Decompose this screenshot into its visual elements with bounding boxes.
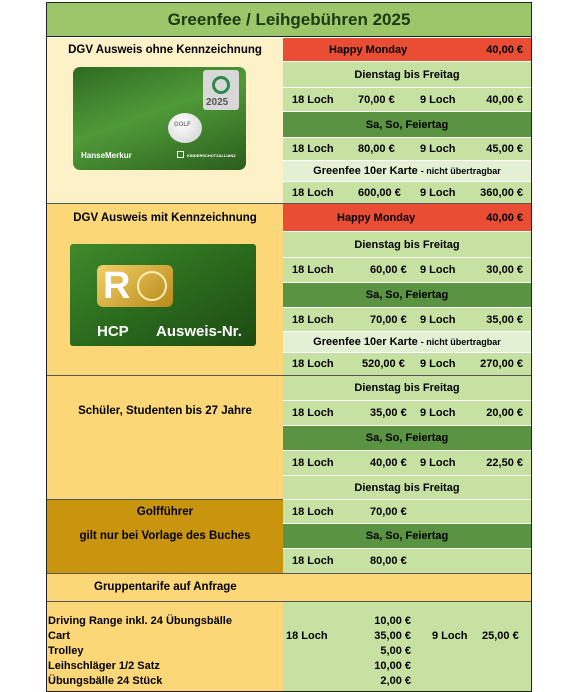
s2-10-h9: 9 Loch <box>420 358 456 370</box>
s2-wknd-18-price: 70,00 € <box>370 313 407 326</box>
s1-wknd-9-price: 45,00 € <box>486 143 523 155</box>
hansemerkur-logo: HanseMerkur <box>81 151 132 160</box>
s3-wknd-9-price: 22,50 € <box>486 457 523 469</box>
s2-week-18-price: 60,00 € <box>370 264 407 276</box>
s2-wknd-h18: 18 Loch <box>292 313 334 326</box>
s2-weekend-label: Sa, So, Feiertag <box>365 289 449 301</box>
s3-weekend-prices <box>283 451 531 476</box>
s3-week-h9: 9 Loch <box>420 407 456 419</box>
extra-driving-range: Driving Range inkl. 24 Übungsbälle <box>48 615 232 627</box>
s3-weekdays-label: Dienstag bis Freitag <box>354 382 460 394</box>
extra-trolley: Trolley <box>48 645 84 657</box>
s1-week-9-price: 40,00 € <box>486 93 523 106</box>
groups-banner <box>47 574 531 602</box>
s4-weekdays-prices <box>283 500 531 524</box>
card-year: 2025 <box>206 97 229 108</box>
s2-card10-prices <box>283 353 531 376</box>
s3-weekdays-prices <box>283 401 531 426</box>
extra-trolley-price: 5,00 € <box>380 645 411 657</box>
s1-week-h9: 9 Loch <box>420 93 456 106</box>
s1-week-18-price: 70,00 € <box>358 93 395 106</box>
s1-weekdays-prices <box>283 88 531 112</box>
r-letter: R <box>103 265 131 307</box>
s3-week-18-price: 35,00 € <box>370 407 407 419</box>
extra-leihschlaeger-price: 10,00 € <box>374 660 411 672</box>
s2-10-h18: 18 Loch <box>292 358 334 370</box>
swirl-icon <box>137 271 167 301</box>
extra-driving-range-price: 10,00 € <box>374 615 411 627</box>
s4-weekdays-label: Dienstag bis Freitag <box>354 481 460 494</box>
s2-weekend-prices <box>283 308 531 332</box>
s1-weekdays-header <box>283 62 531 88</box>
section-no-mark-label: DGV Ausweis ohne Kennzeichnung <box>68 44 262 56</box>
s3-weekend-label: Sa, So, Feiertag <box>365 432 449 444</box>
s4-week-18-price: 70,00 € <box>370 505 407 518</box>
s2-card10-header <box>283 332 531 353</box>
s1-card10-header <box>283 161 531 182</box>
s2-week-h9: 9 Loch <box>420 264 456 276</box>
s3-week-9-price: 20,00 € <box>486 407 523 419</box>
s2-weekdays-prices <box>283 258 531 283</box>
extra-uebungsbaelle: Übungsbälle 24 Stück <box>48 675 163 687</box>
extra-cart-price: 35,00 € <box>374 630 411 642</box>
s1-weekend-header <box>283 112 531 138</box>
s1-happy-monday-label: Happy Monday <box>329 43 408 56</box>
s1-weekend-prices <box>283 138 531 161</box>
s3-wknd-h18: 18 Loch <box>292 457 334 469</box>
s3-wknd-18-price: 40,00 € <box>370 457 407 469</box>
cross-icon <box>177 151 184 158</box>
s2-card10-note: - nicht übertragbar <box>420 337 501 347</box>
s2-week-h18: 18 Loch <box>292 264 334 276</box>
hansemerkur-card-image <box>73 67 246 170</box>
s1-happy-monday-price: 40,00 € <box>486 43 523 56</box>
section-guide-panel <box>47 500 283 574</box>
s1-10-18-price: 600,00 € <box>358 186 401 199</box>
s2-weekdays-label: Dienstag bis Freitag <box>354 238 460 251</box>
card-hcp: HCP <box>97 323 129 340</box>
groups-label: Gruppentarife auf Anfrage <box>94 581 237 593</box>
s4-wknd-18-price: 80,00 € <box>370 555 407 567</box>
s1-happy-monday-row <box>283 38 531 62</box>
extra-uebungsbaelle-price: 2,00 € <box>380 675 411 687</box>
extra-cart: Cart <box>48 630 71 642</box>
s2-happy-monday-label: Happy Monday <box>337 211 416 224</box>
s1-card10-prices <box>283 182 531 204</box>
s4-week-h18: 18 Loch <box>292 505 334 518</box>
s3-wknd-h9: 9 Loch <box>420 457 456 469</box>
page-title: Greenfee / Leihgebühren 2025 <box>47 3 531 37</box>
s4-weekend-prices <box>283 549 531 574</box>
r-badge <box>97 265 173 307</box>
s1-card10-label: Greenfee 10er Karte <box>313 165 418 177</box>
dgv-hcp-card-image <box>70 244 256 346</box>
golf-ball-icon <box>168 113 202 143</box>
s2-wknd-9-price: 35,00 € <box>486 313 523 326</box>
s4-weekend-header <box>283 524 531 549</box>
dgv-logo-icon <box>212 76 230 94</box>
s1-wknd-h18: 18 Loch <box>292 143 334 155</box>
s2-10-9-price: 270,00 € <box>480 358 523 370</box>
s1-card10-note: - nicht übertragbar <box>420 166 501 176</box>
s1-weekend-label: Sa, So, Feiertag <box>365 118 449 131</box>
s2-weekdays-header <box>283 232 531 258</box>
s4-weekend-label: Sa, So, Feiertag <box>365 530 449 542</box>
section-with-mark-label: DGV Ausweis mit Kennzeichnung <box>73 212 257 224</box>
section-guide-note: gilt nur bei Vorlage des Buches <box>79 530 251 542</box>
s2-10-18-price: 520,00 € <box>362 358 405 370</box>
s4-weekdays-header <box>283 476 531 500</box>
s3-week-h18: 18 Loch <box>292 407 334 419</box>
extra-cart-9-price: 25,00 € <box>482 630 519 642</box>
s2-weekend-header <box>283 283 531 308</box>
s2-happy-monday-price: 40,00 € <box>486 211 523 224</box>
golf-ball-text: GOLF <box>174 122 191 128</box>
partner-logo: KINDERSCHUTZALLIANZ <box>187 153 236 158</box>
card-ausweis-nr: Ausweis-Nr. <box>156 323 242 340</box>
s1-wknd-h9: 9 Loch <box>420 143 456 155</box>
s1-week-h18: 18 Loch <box>292 93 334 106</box>
s2-card10-label: Greenfee 10er Karte <box>313 336 418 348</box>
s1-10-h9: 9 Loch <box>420 186 456 199</box>
extra-cart-h9: 9 Loch <box>432 630 468 642</box>
s1-10-9-price: 360,00 € <box>480 186 523 199</box>
dgv-badge <box>203 70 239 110</box>
s4-wknd-h18: 18 Loch <box>292 555 334 567</box>
extra-leihschlaeger: Leihschläger 1/2 Satz <box>48 660 160 672</box>
s2-wknd-h9: 9 Loch <box>420 313 456 326</box>
s2-happy-monday-row <box>283 204 531 232</box>
s1-wknd-18-price: 80,00 € <box>358 143 395 155</box>
section-students-label: Schüler, Studenten bis 27 Jahre <box>78 405 252 417</box>
extra-cart-h18: 18 Loch <box>286 630 328 642</box>
s3-weekdays-header <box>283 376 531 401</box>
section-students-panel <box>47 376 283 500</box>
s1-10-h18: 18 Loch <box>292 186 334 199</box>
s1-weekdays-label: Dienstag bis Freitag <box>354 68 460 81</box>
section-guide-title: Golfführer <box>136 506 194 518</box>
s3-weekend-header <box>283 426 531 451</box>
s2-week-9-price: 30,00 € <box>486 264 523 276</box>
